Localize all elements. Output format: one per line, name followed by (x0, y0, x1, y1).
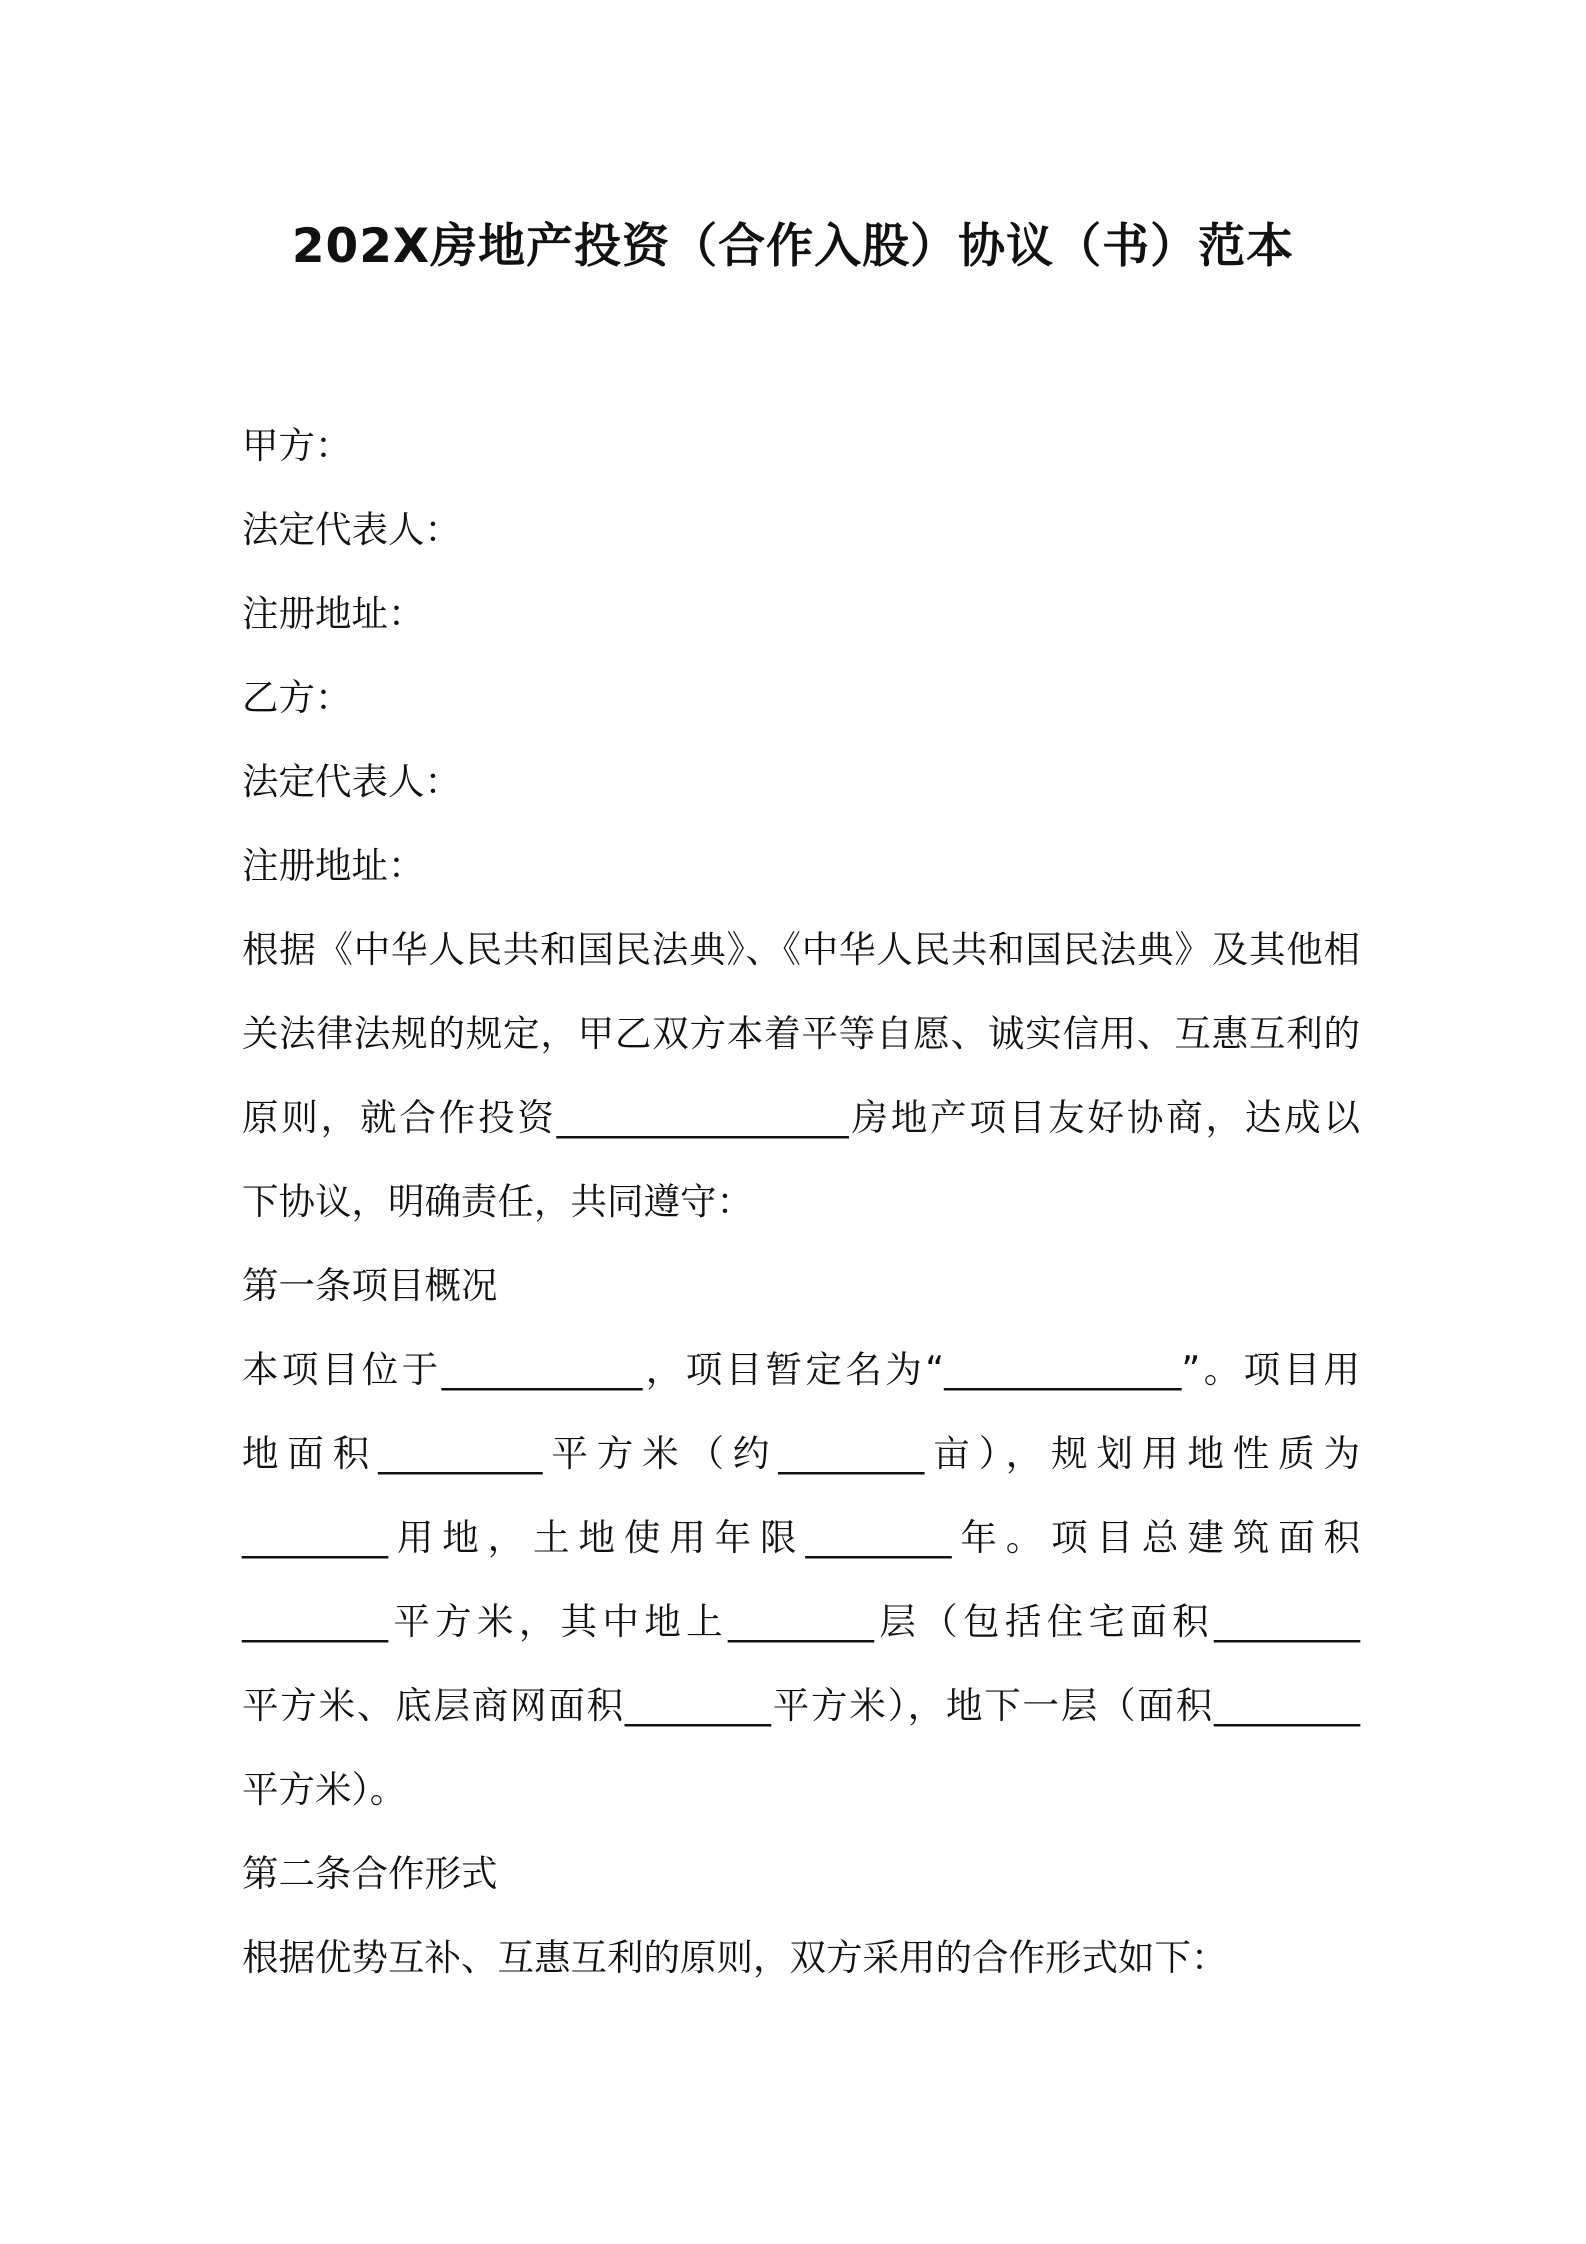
party-b-address-line: 注册地址： (242, 844, 425, 887)
article-1-heading: 第一条项目概况 (242, 1264, 498, 1307)
article-1-line-1: 本项目位于___________，项目暂定名为“_____________”。项目用 (242, 1348, 1360, 1391)
preamble-line-1: 根据《中华人民共和国民法典》、《中华人民共和国民法典》及其他相 (242, 928, 1360, 971)
article-1-line-5: 平方米、底层商网面积________平方米），地下一层（面积________ (242, 1684, 1360, 1727)
article-1-line-2: 地面积_________平方米（约________亩），规划用地性质为 (242, 1432, 1360, 1475)
party-b-legal-rep-line: 法定代表人： (242, 760, 461, 803)
article-1-line-6: 平方米）。 (242, 1768, 407, 1811)
party-b-line: 乙方： (242, 676, 352, 719)
article-1-line-3: ________用地，土地使用年限________年。项目总建筑面积 (242, 1516, 1360, 1559)
party-a-address-line: 注册地址： (242, 592, 425, 635)
document-title: 202X房地产投资（合作入股）协议（书）范本 (291, 219, 1295, 274)
article-2-heading: 第二条合作形式 (242, 1852, 498, 1895)
party-a-line: 甲方： (242, 424, 352, 467)
article-2-line-1: 根据优势互补、互惠互利的原则，双方采用的合作形式如下： (242, 1936, 1228, 1979)
preamble-line-3: 原则，就合作投资________________房地产项目友好协商，达成以 (242, 1096, 1360, 1139)
party-a-legal-rep-line: 法定代表人： (242, 508, 461, 551)
preamble-line-4: 下协议，明确责任，共同遵守： (242, 1180, 753, 1223)
preamble-line-2: 关法律法规的规定，甲乙双方本着平等自愿、诚实信用、互惠互利的 (242, 1012, 1360, 1055)
document-body (242, 404, 1360, 2000)
article-1-line-4: ________平方米，其中地上________层（包括住宅面积________ (242, 1600, 1360, 1643)
